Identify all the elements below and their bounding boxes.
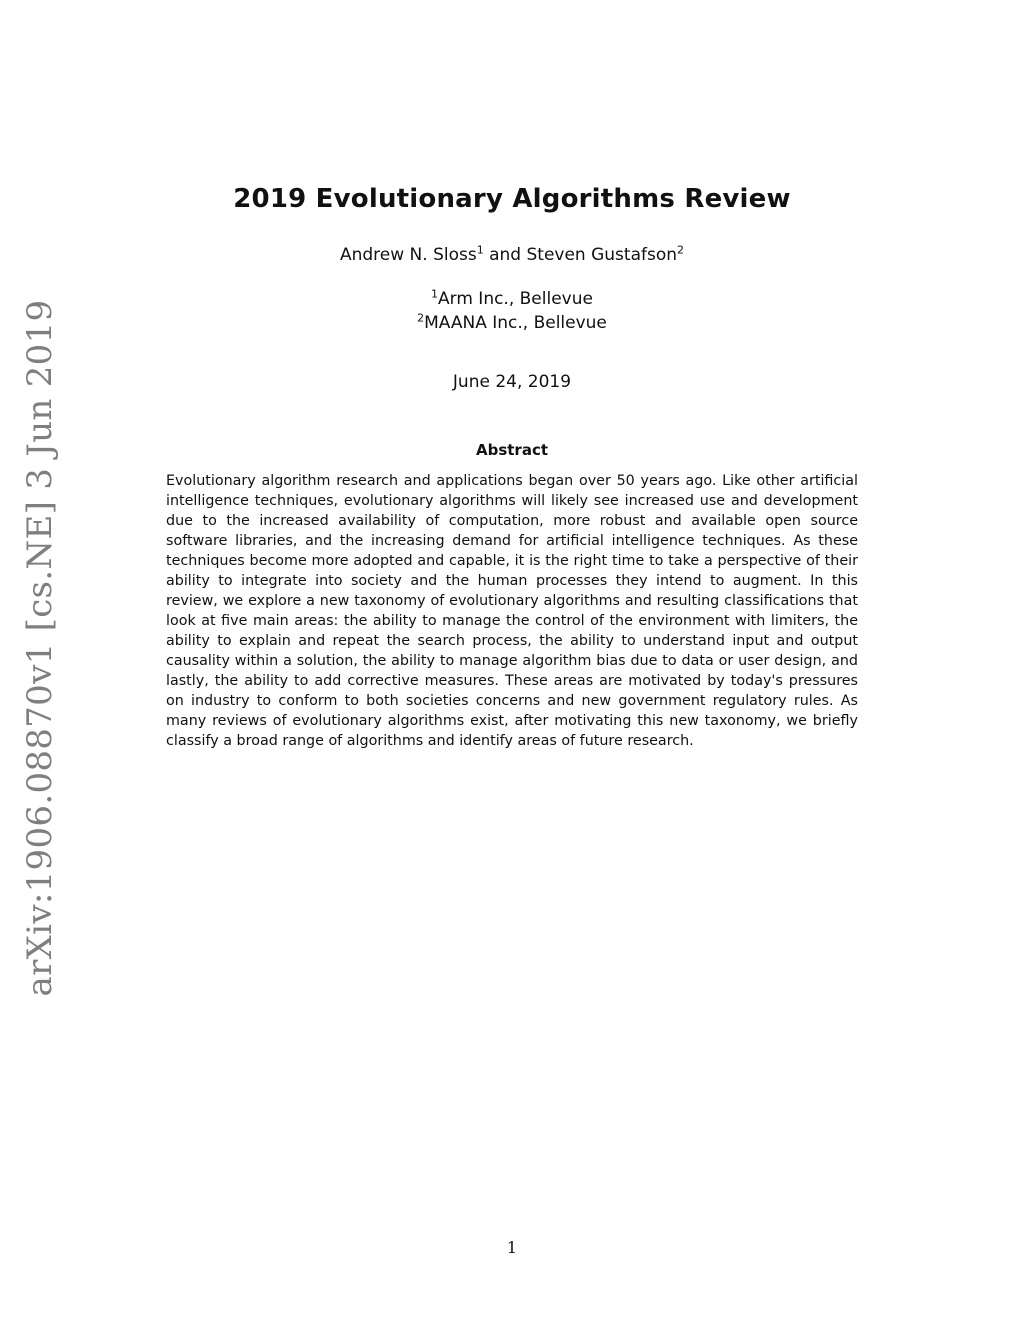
paper-title: 2019 Evolutionary Algorithms Review xyxy=(233,184,791,214)
author-name: Andrew N. Sloss xyxy=(339,245,477,265)
arxiv-identifier-stamp: arXiv:1906.08870v1 [cs.NE] 3 Jun 2019 xyxy=(20,299,60,997)
author-line xyxy=(0,245,1024,265)
paper-date: June 24, 2019 xyxy=(452,372,572,392)
affiliation-mark: 2 xyxy=(417,311,425,325)
author-name: Steven Gustafson xyxy=(526,245,678,265)
affiliations-block xyxy=(0,287,1024,335)
affiliation-text: MAANA Inc., Bellevue xyxy=(424,313,607,333)
affiliation-text: Arm Inc., Bellevue xyxy=(438,289,593,309)
affiliation-line xyxy=(0,311,1024,335)
page-number: 1 xyxy=(506,1238,518,1257)
affiliation-line xyxy=(0,287,1024,311)
affiliation-mark: 2 xyxy=(677,243,685,257)
abstract-body: Evolutionary algorithm research and applications began over 50 years ago. Like other artificial intelligence techniques, evolutionary algorithms will likely see increased use and development due to the increased availability of computation, more robust and available open source software libraries, and the increasing demand for artificial intelligence techniques. As these techniques become more adopted and capable, it is the right time to take a perspective of their ability to integrate into society and the human processes they intend to augment. In this review, we explore a new taxonomy of evolutionary algorithms and resulting classifications that look at five main areas: the ability to manage the control of the environment with limiters, the ability to explain and repeat the search process, the ability to understand input and output causality within a solution, the ability to manage algorithm bias due to data or user design, and lastly, the ability to add corrective measures. These areas are motivated by today's pressures on industry to conform to both societies concerns and new government regulatory rules. As many reviews of evolutionary algorithms exist, after motivating this new taxonomy, we briefly classify a broad range of algorithms and identify areas of future research. xyxy=(166,473,858,749)
affiliation-mark: 1 xyxy=(476,243,484,257)
affiliation-mark: 1 xyxy=(431,287,439,301)
abstract-heading: Abstract xyxy=(475,441,549,459)
author-conjunction: and xyxy=(489,245,522,265)
